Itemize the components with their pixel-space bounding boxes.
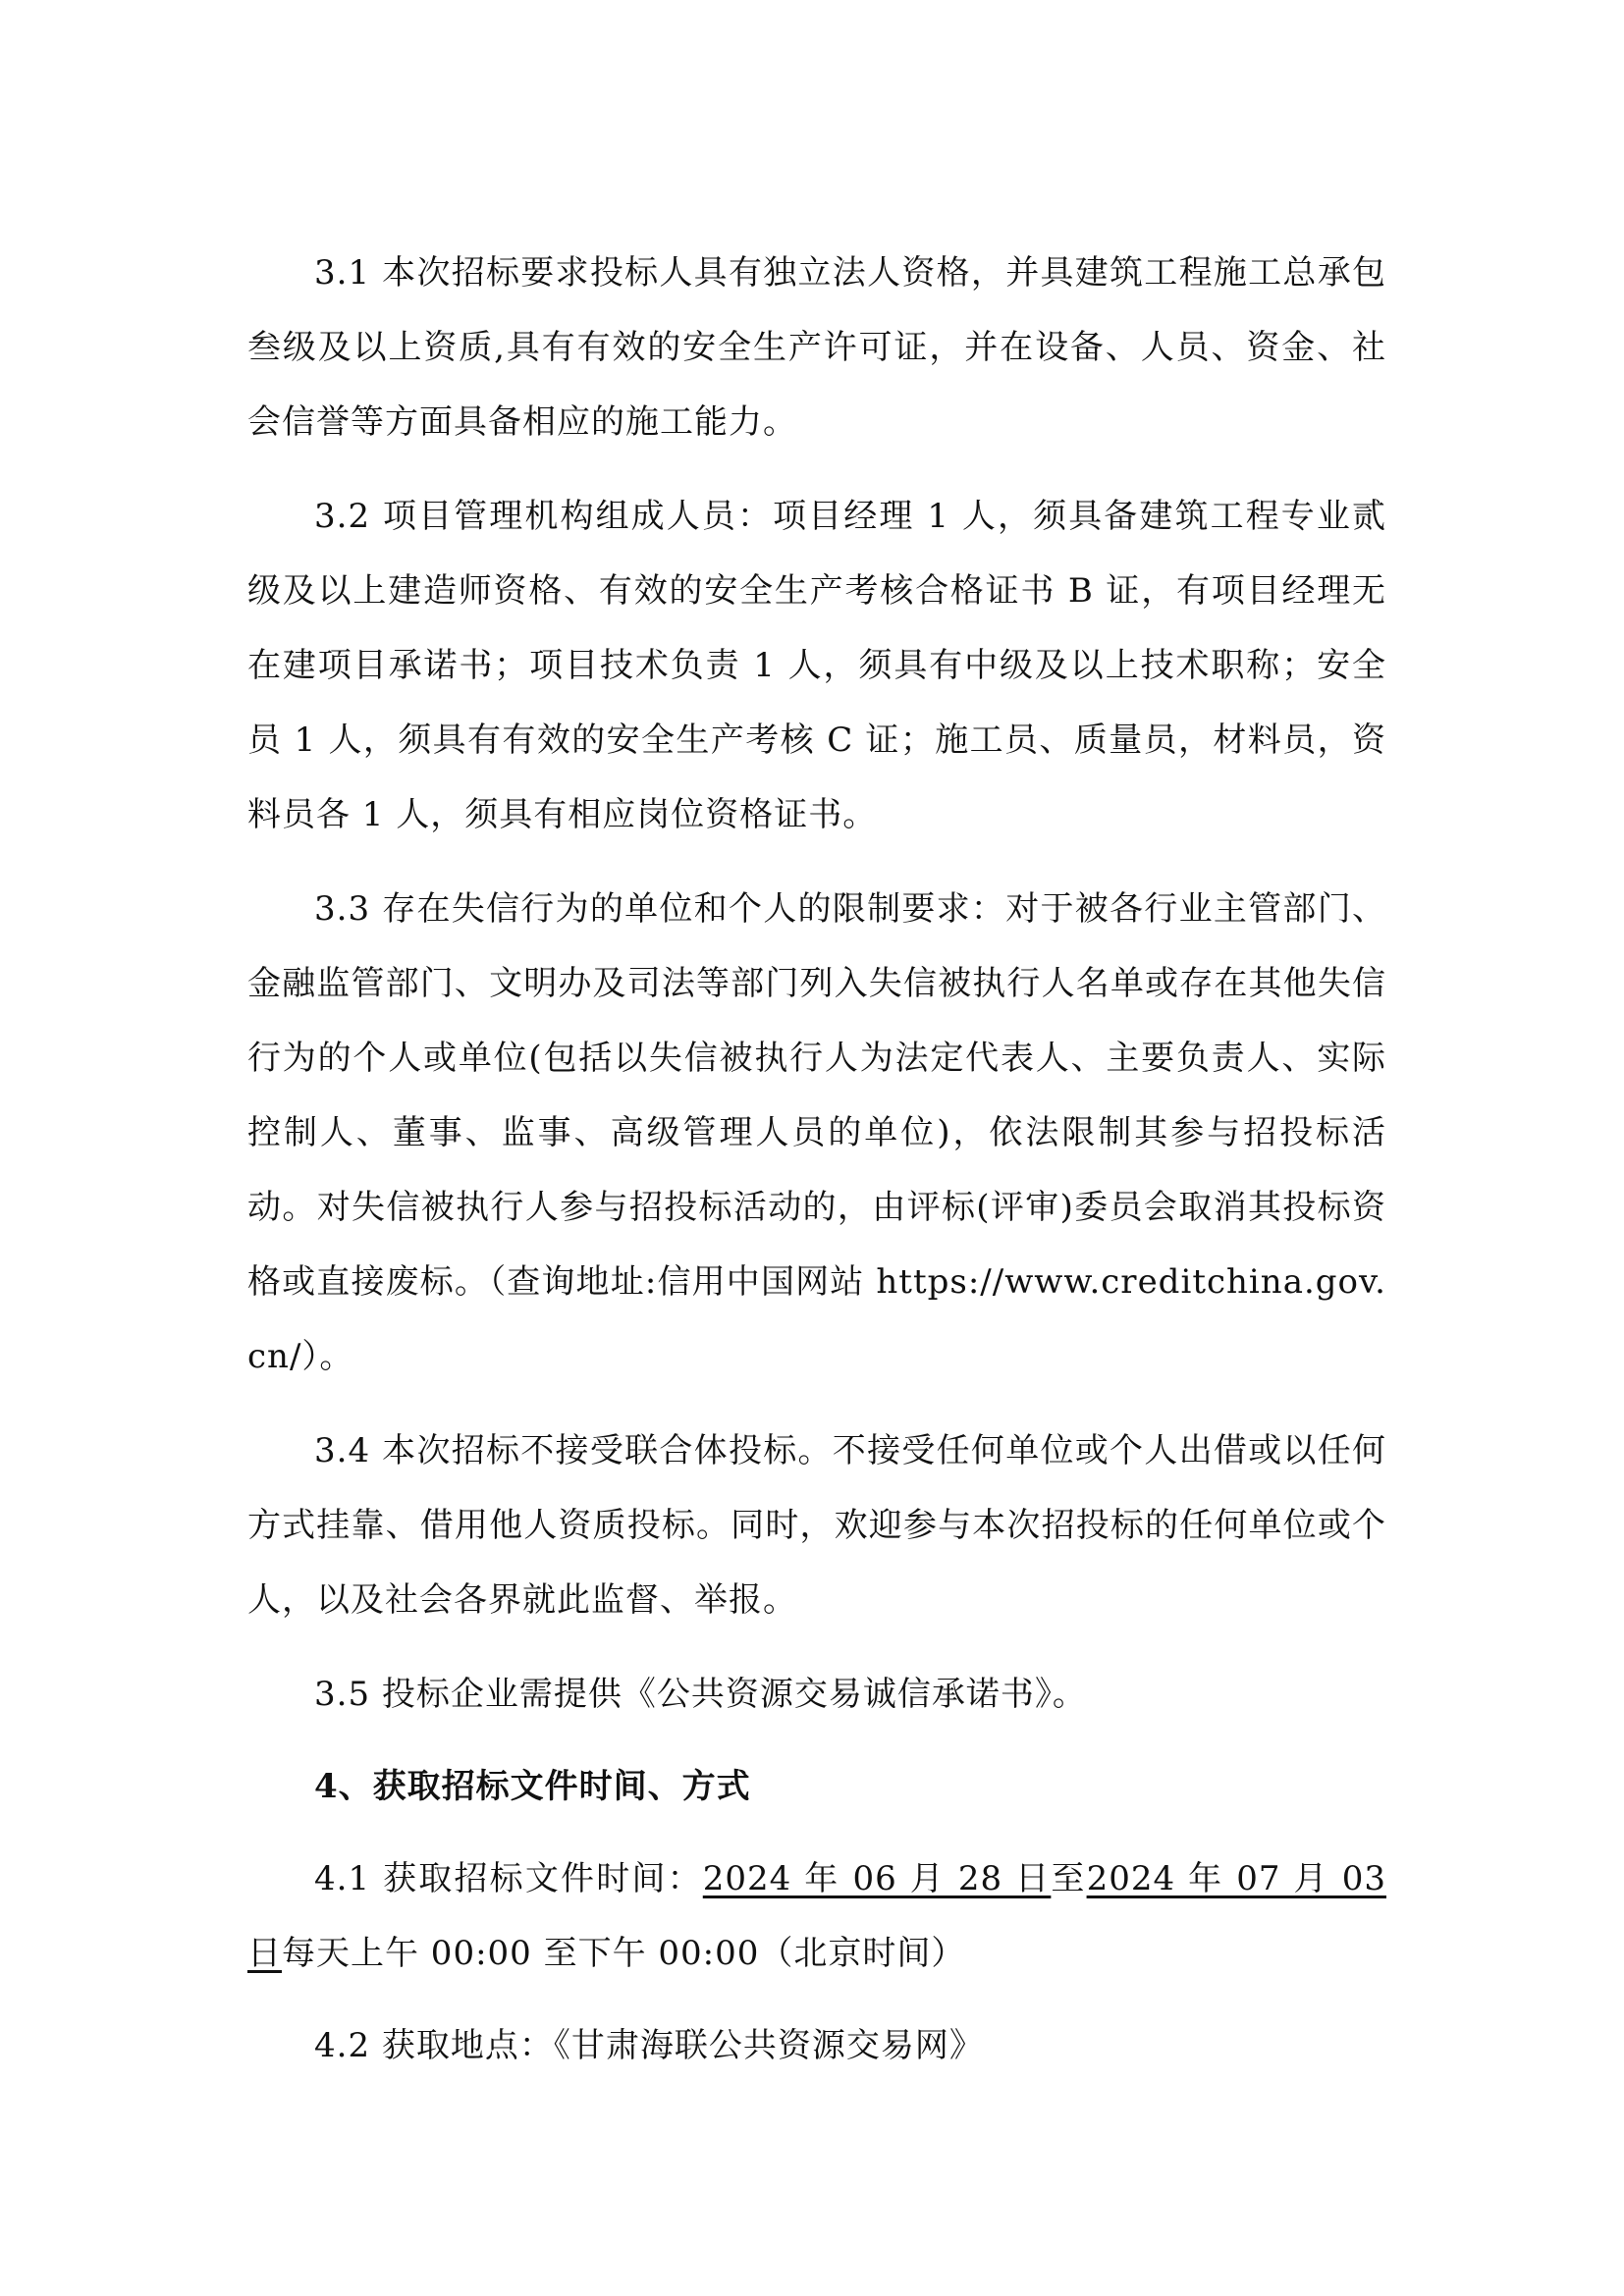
- paragraph-4-1-prefix: 4.1 获取招标文件时间：: [314, 1859, 703, 1898]
- paragraph-3-2: 3.2 项目管理机构组成人员：项目经理 1 人，须具备建筑工程专业贰级及以上建造师资格、有效的安全生产考核合格证书 B 证，有项目经理无在建项目承诺书；项目技术负责 1 人，须具有中级及以上技术职称；安全员 1 人，须具有有效的安全生产考核 C 证；施工员、质量员，材料员，资料员各 1 人，须具有相应岗位资格证书。: [247, 497, 1386, 834]
- paragraph-3-1: 3.1 本次招标要求投标人具有独立法人资格，并具建筑工程施工总承包叁级及以上资质,具有有效的安全生产许可证，并在设备、人员、资金、社会信誉等方面具备相应的施工能力。: [247, 253, 1386, 442]
- paragraph-4-1: [247, 1842, 1386, 1991]
- document-page: [247, 236, 1386, 2103]
- date-connector: 至: [1051, 1859, 1087, 1898]
- section-4-heading: 4、获取招标文件时间、方式: [314, 1767, 751, 1806]
- paragraph-3-5: 3.5 投标企业需提供《公共资源交易诚信承诺书》。: [314, 1675, 1087, 1714]
- paragraph-4-2: 4.2 获取地点：《甘肃海联公共资源交易网》: [314, 2026, 984, 2065]
- start-date: 2024 年 06 月 28 日: [702, 1859, 1052, 1898]
- paragraph-3-4: 3.4 本次招标不接受联合体投标。不接受任何单位或个人出借或以任何方式挂靠、借用他人资质投标。同时，欢迎参与本次招投标的任何单位或个人，以及社会各界就此监督、举报。: [247, 1431, 1386, 1620]
- paragraph-4-1-suffix: 每天上午 00:00 至下午 00:00（北京时间）: [282, 1934, 966, 1973]
- paragraph-3-3: 3.3 存在失信行为的单位和个人的限制要求：对于被各行业主管部门、金融监管部门、文明办及司法等部门列入失信被执行人名单或存在其他失信行为的个人或单位(包括以失信被执行人为法定代表人、主要负责人、实际控制人、董事、监事、高级管理人员的单位)，依法限制其参与招投标活动。对失信被执行人参与招投标活动的，由评标(评审)委员会取消其投标资格或直接废标。（查询地址:信用中国网站 https://www.creditchina.gov.cn/）。: [247, 889, 1386, 1376]
- end-date: 2024 年 07 月 03 日: [247, 1859, 1386, 1973]
